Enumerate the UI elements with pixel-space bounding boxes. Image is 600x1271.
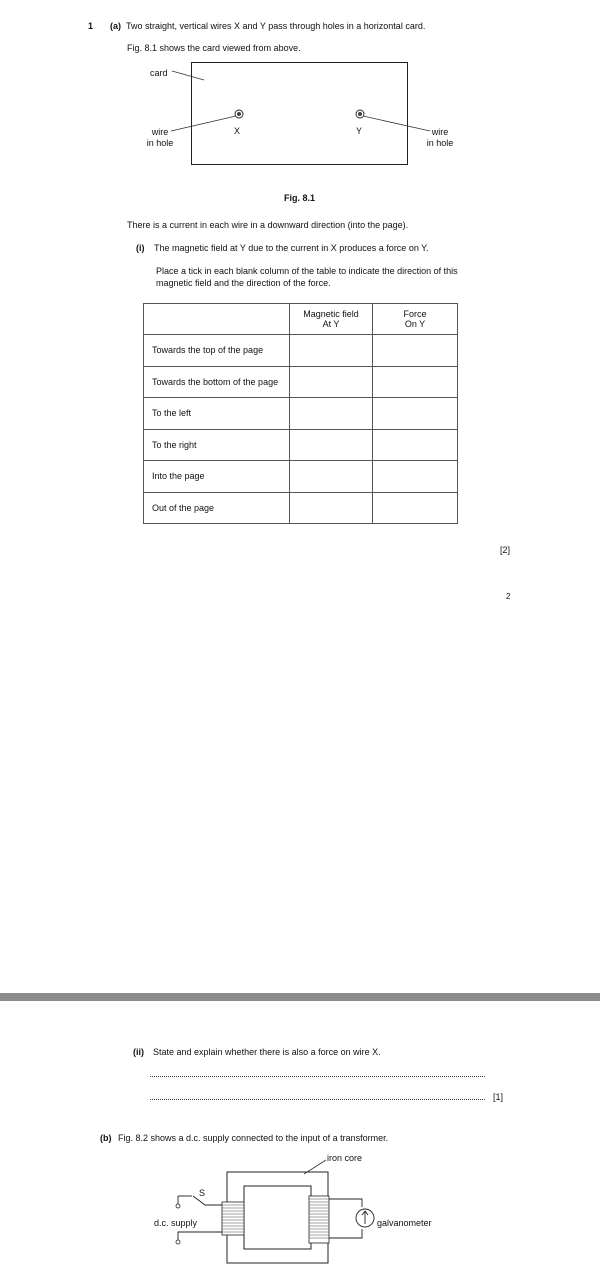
fig2-diagram [0, 1140, 600, 1271]
page-divider [0, 993, 600, 1001]
part-i-text: The magnetic field at Y due to the current in X produces a force on Y. [154, 243, 429, 253]
fig1-diagram [0, 0, 600, 200]
field-tick-cell[interactable] [290, 492, 373, 524]
table-header-field: Magnetic field At Y [290, 304, 373, 335]
table-row [144, 398, 458, 430]
row-label: To the left [144, 398, 290, 430]
part-i-marks: [2] [500, 545, 511, 555]
direction-table [143, 303, 458, 524]
part-ii-marks: [1] [493, 1092, 504, 1102]
galvanometer-icon [356, 1209, 374, 1227]
galvanometer-label: galvanometer [377, 1218, 432, 1228]
iron-core-label: iron core [327, 1153, 363, 1163]
part-b-label: (b) [100, 1133, 112, 1143]
switch-label: S [199, 1188, 206, 1198]
secondary-coil-icon [309, 1196, 329, 1243]
fig1-intro: Fig. 8.1 shows the card viewed from above. [127, 43, 301, 53]
row-label: To the right [144, 429, 290, 461]
field-tick-cell[interactable] [290, 429, 373, 461]
part-i-instruction-2: magnetic field and the direction of the force. [156, 278, 331, 288]
table-row [144, 335, 458, 367]
part-i-label: (i) [136, 243, 145, 253]
force-tick-cell[interactable] [373, 398, 458, 430]
primary-coil-icon [222, 1202, 244, 1235]
force-tick-cell[interactable] [373, 366, 458, 398]
wire-x-icon [235, 110, 243, 118]
part-ii-label: (ii) [133, 1047, 144, 1057]
fig1-caption: Fig. 8.1 [284, 193, 316, 203]
row-label: Towards the top of the page [144, 335, 290, 367]
field-tick-cell[interactable] [290, 461, 373, 493]
wire-left-label: wire in hole [146, 127, 174, 148]
table-row [144, 461, 458, 493]
wire-y-icon [356, 110, 364, 118]
card-label: card [150, 68, 168, 78]
table-header-force: Force On Y [373, 304, 458, 335]
page-number: 2 [506, 592, 511, 601]
row-label: Into the page [144, 461, 290, 493]
answer-line[interactable] [150, 1099, 485, 1100]
part-a-text: Two straight, vertical wires X and Y pass through holes in a horizontal card. [126, 21, 426, 31]
row-label: Out of the page [144, 492, 290, 524]
force-tick-cell[interactable] [373, 429, 458, 461]
row-label: Towards the bottom of the page [144, 366, 290, 398]
table-row [144, 429, 458, 461]
supply-terminal-icon [176, 1240, 180, 1244]
field-tick-cell[interactable] [290, 398, 373, 430]
table-row [144, 492, 458, 524]
force-tick-cell[interactable] [373, 461, 458, 493]
question-number: 1 [88, 21, 94, 31]
wire-y-label: Y [356, 126, 363, 136]
force-tick-cell[interactable] [373, 335, 458, 367]
table-header-row [144, 304, 458, 335]
field-tick-cell[interactable] [290, 366, 373, 398]
field-tick-cell[interactable] [290, 335, 373, 367]
wire-x-label: X [234, 126, 241, 136]
wire-right-label: wire in hole [426, 127, 454, 148]
force-tick-cell[interactable] [373, 492, 458, 524]
table-header-blank [144, 304, 290, 335]
part-b-text: Fig. 8.2 shows a d.c. supply connected to the input of a transformer. [118, 1133, 389, 1143]
answer-line[interactable] [150, 1076, 485, 1077]
current-text: There is a current in each wire in a downward direction (into the page). [127, 220, 409, 230]
part-a-label: (a) [110, 21, 121, 31]
part-i-instruction-1: Place a tick in each blank column of the table to indicate the direction of this [156, 266, 458, 276]
part-ii-text: State and explain whether there is also a force on wire X. [153, 1047, 381, 1057]
supply-label: d.c. supply [154, 1218, 198, 1228]
table-row [144, 366, 458, 398]
